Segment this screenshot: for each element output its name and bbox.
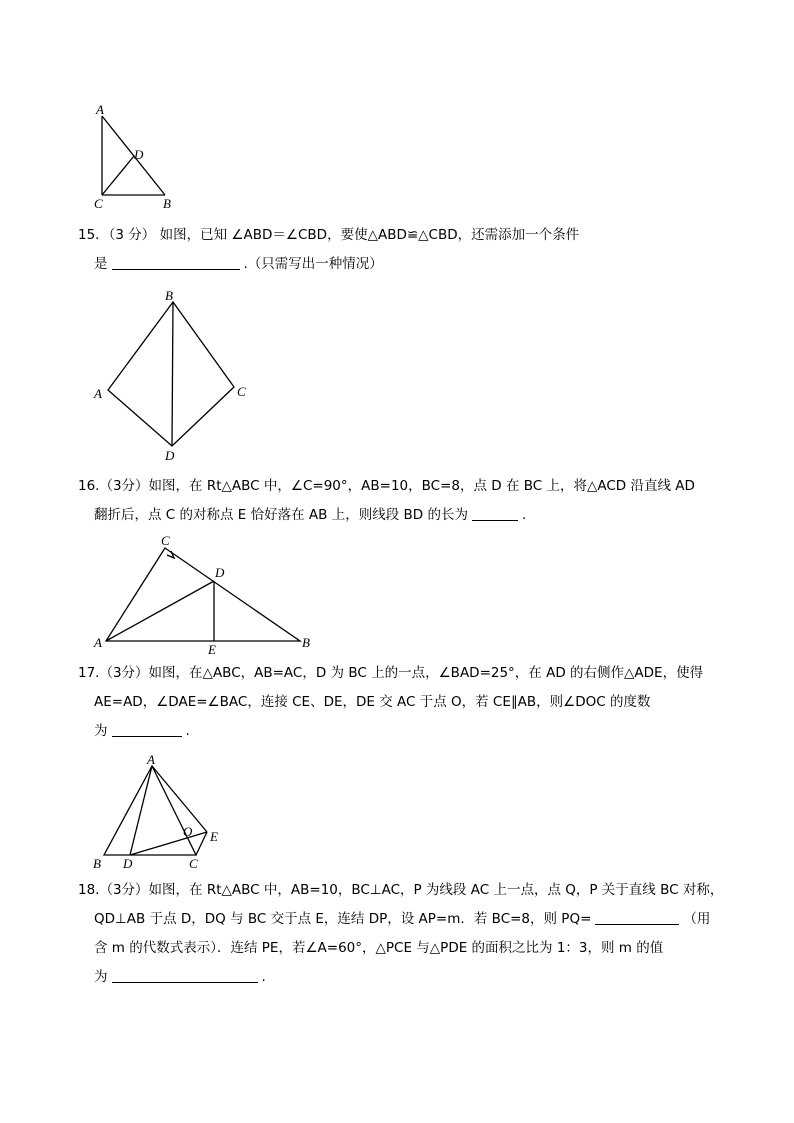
label-B: B	[165, 288, 173, 303]
question-18-line-1: 18.（3分）如图，在 Rt△ABC 中，AB=10，BC⊥AC，P 为线段 AC 上一点，点 Q，P 关于直线 BC 对称，	[78, 882, 724, 898]
label-A: A	[94, 386, 102, 401]
label-C: C	[189, 856, 198, 871]
label-D: D	[123, 856, 133, 871]
label-A: A	[147, 752, 155, 767]
question-17-line-1: 17.（3分）如图，在△ABC，AB=AC，D 为 BC 上的一点，∠BAD=25°，在 AD 的右侧作△ADE，使得	[78, 665, 704, 681]
figure-q15-labels	[93, 288, 246, 463]
question-15	[78, 221, 728, 279]
figure-q16-labels	[93, 533, 310, 657]
label-O: O	[183, 824, 193, 839]
label-A: A	[96, 102, 104, 117]
answer-blank[interactable]	[112, 968, 258, 983]
question-18-text: QD⊥AB 于点 D，DQ 与 BC 交于点 E，连结 DP，设 AP=m．若 BC=8，则 PQ=	[94, 911, 592, 927]
question-17	[78, 659, 728, 746]
label-A: A	[94, 635, 102, 650]
answer-blank[interactable]	[112, 255, 240, 270]
label-D: D	[134, 147, 144, 162]
figure-q17	[104, 766, 207, 855]
label-E: E	[210, 829, 218, 844]
question-18	[78, 876, 728, 992]
question-17-line-2: AE=AD，∠DAE=∠BAC，连接 CE、DE，DE 交 AC 于点 O，若 CE∥AB，则∠DOC 的度数	[94, 694, 651, 710]
answer-blank[interactable]	[112, 722, 182, 737]
question-16-end: .	[521, 507, 527, 523]
label-D: D	[165, 448, 175, 463]
answer-blank[interactable]	[595, 910, 679, 925]
question-16	[78, 472, 728, 530]
question-18-prefix: 为	[94, 969, 108, 985]
question-17-line-3	[78, 717, 728, 746]
question-17-prefix: 为	[94, 723, 108, 739]
question-18-end-2: .	[261, 969, 266, 985]
question-18-line-2	[78, 905, 728, 934]
label-C: C	[237, 384, 246, 399]
label-C: C	[161, 533, 170, 548]
question-15-line-1: 15．（3 分） 如图，已知 ∠ABD＝∠CBD，要使△ABD≌△CBD，还需添加一个条件	[78, 227, 580, 243]
label-B: B	[93, 856, 101, 871]
question-15-suffix: .（只需写出一种情况）	[243, 256, 383, 272]
label-B: B	[163, 196, 171, 211]
question-18-line-4	[78, 963, 728, 992]
label-D: D	[215, 565, 225, 580]
question-18-end: （用	[683, 911, 711, 927]
question-17-end: .	[185, 723, 190, 739]
question-18-line-3: 含 m 的代数式表示）．连结 PE，若∠A=60°，△PCE 与△PDE 的面积之比为 1：3，则 m 的值	[94, 940, 664, 956]
label-B: B	[302, 635, 310, 650]
question-16-text: 翻折后，点 C 的对称点 E 恰好落在 AB 上，则线段 BD 的长为	[94, 507, 468, 523]
figure-q16	[106, 548, 300, 641]
question-16-line-2	[78, 501, 728, 530]
question-15-line-2	[78, 250, 728, 279]
answer-blank[interactable]	[472, 506, 518, 521]
question-15-prefix: 是	[94, 256, 108, 272]
label-E: E	[208, 642, 216, 657]
label-C: C	[94, 196, 103, 211]
question-16-line-1: 16.（3分）如图，在 Rt△ABC 中，∠C=90°，AB=10，BC=8，点 D 在 BC 上，将△ACD 沿直线 AD	[78, 478, 695, 494]
figure-q15	[108, 302, 234, 446]
